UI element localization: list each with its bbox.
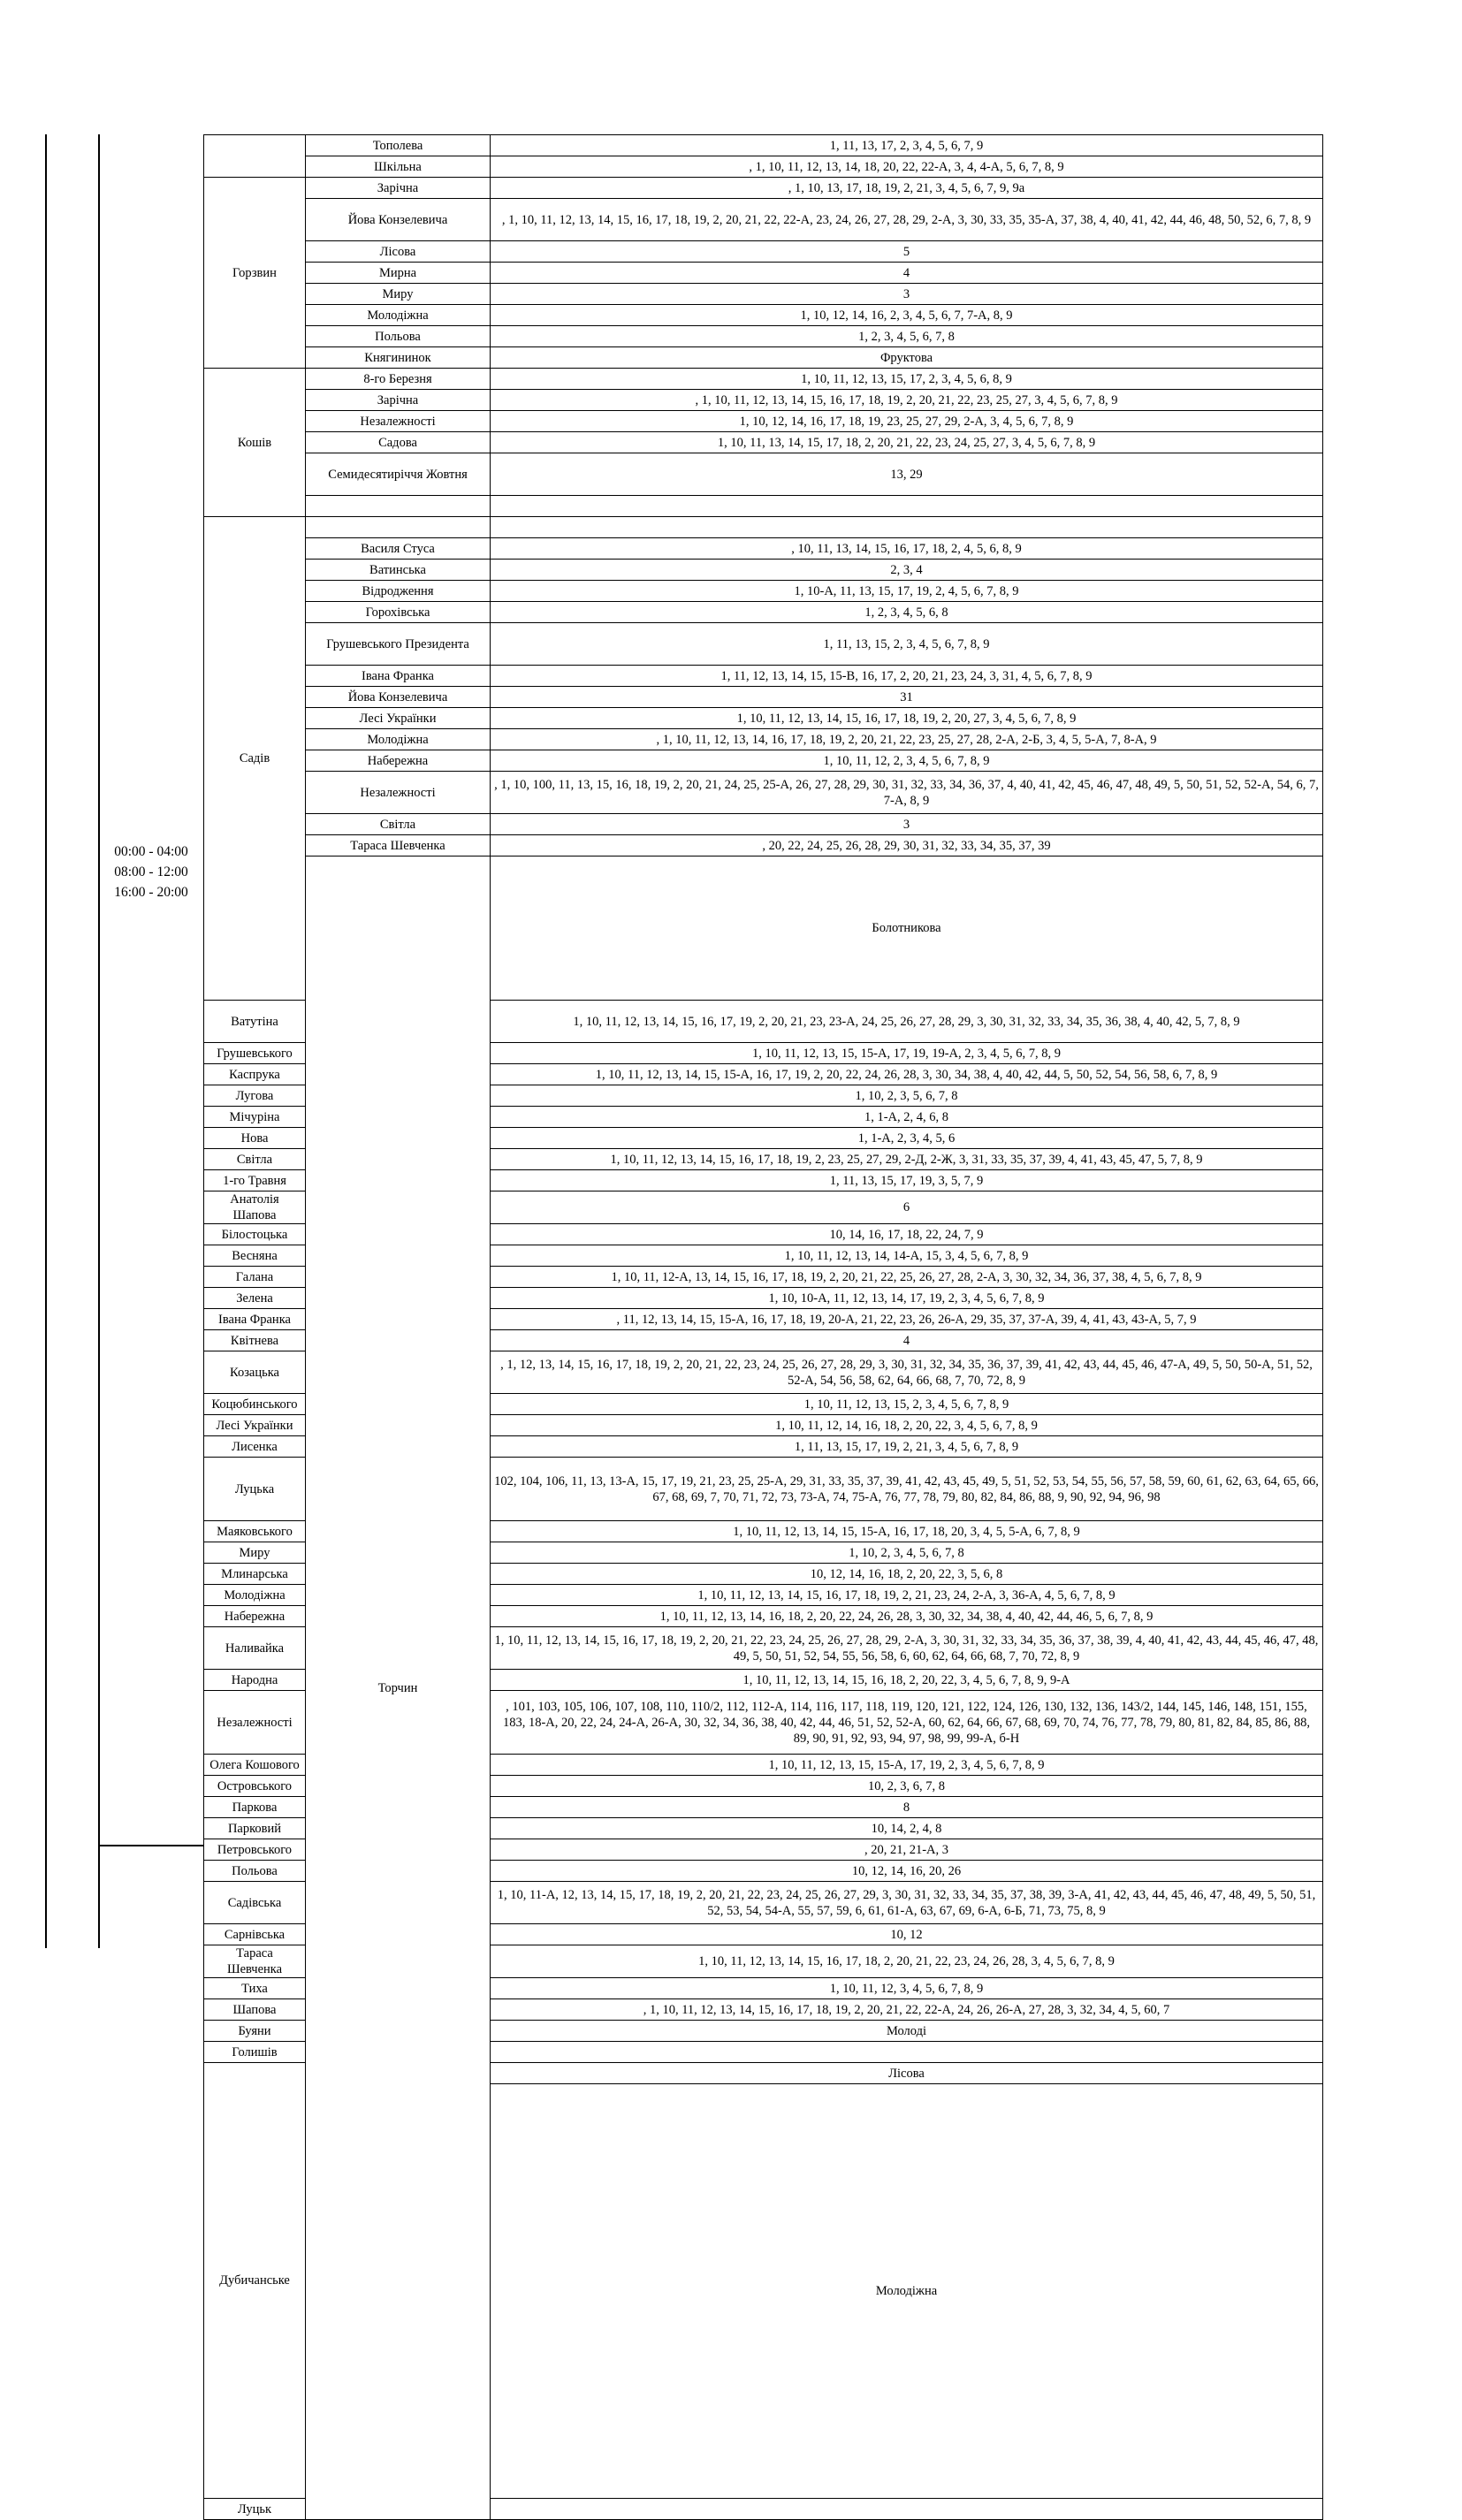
street-cell: Горохівська xyxy=(306,602,491,623)
table-row xyxy=(204,305,1323,326)
houses-cell: 1, 11, 13, 15, 2, 3, 4, 5, 6, 7, 8, 9 xyxy=(491,623,1323,666)
table-row xyxy=(204,347,1323,369)
houses-cell: , 20, 21, 21-А, 3 xyxy=(491,1839,1323,1861)
street-cell: Островського xyxy=(204,1776,306,1797)
houses-cell: 102, 104, 106, 11, 13, 13-А, 15, 17, 19, 21, 23, 25, 25-А, 29, 31, 33, 35, 37, 39, 41, 42, 43, 45, 49, 5, 51, 52, 53, 54, 55, 56, 57, 58, 59, 60, 61, 62, 63, 64, 65, 66, 67, 68, 69, 7, 70, 71, 72, 73, 73-А, 74, 75-А, 76, 77, 78, 79, 80, 82, 84, 86, 88, 9, 90, 92, 94, 96, 98 xyxy=(491,1458,1323,1521)
houses-cell: 2, 3, 4 xyxy=(491,560,1323,581)
table-row xyxy=(204,581,1323,602)
street-cell: Грушевського xyxy=(204,1043,306,1064)
street-cell: Семидесятиріччя Жовтня xyxy=(306,453,491,496)
houses-cell: 1, 10, 11, 12, 2, 3, 4, 5, 6, 7, 8, 9 xyxy=(491,750,1323,772)
street-cell: Парковий xyxy=(204,1818,306,1839)
street-cell xyxy=(306,517,491,538)
street-cell: Болотникова xyxy=(491,856,1323,1001)
village-cell: Садів xyxy=(204,517,306,1001)
street-cell: Василя Стуса xyxy=(306,538,491,560)
houses-cell: 1, 11, 13, 17, 2, 3, 4, 5, 6, 7, 9 xyxy=(491,135,1323,156)
street-cell: 1-го Травня xyxy=(204,1170,306,1191)
street-cell: Мирна xyxy=(306,263,491,284)
table-row xyxy=(204,156,1323,178)
table-row xyxy=(204,750,1323,772)
houses-cell: 1, 2, 3, 4, 5, 6, 7, 8 xyxy=(491,326,1323,347)
street-cell: Лугова xyxy=(204,1085,306,1107)
houses-cell: 1, 10, 11, 12, 13, 15, 2, 3, 4, 5, 6, 7, 8, 9 xyxy=(491,1394,1323,1415)
street-cell: Наливайка xyxy=(204,1627,306,1670)
houses-cell: 1, 10, 12, 14, 16, 2, 3, 4, 5, 6, 7, 7-А, 8, 9 xyxy=(491,305,1323,326)
street-cell: Маяковського xyxy=(204,1521,306,1542)
street-cell: Світла xyxy=(204,1149,306,1170)
houses-cell: 1, 10, 11, 12, 13, 14, 15, 16, 17, 19, 2, 20, 21, 23, 23-А, 24, 25, 26, 27, 28, 29, 3, 30, 31, 32, 33, 34, 35, 36, 38, 4, 40, 42, 5, 7, 8, 9 xyxy=(491,1001,1323,1043)
village-cell xyxy=(204,135,306,178)
houses-cell: , 11, 12, 13, 14, 15, 15-А, 16, 17, 18, 19, 20-А, 21, 22, 23, 26, 26-А, 29, 35, 37, 37-А, 39, 4, 41, 43, 43-А, 5, 7, 9 xyxy=(491,1309,1323,1330)
street-cell: Козацька xyxy=(204,1351,306,1394)
houses-cell: 10, 14, 16, 17, 18, 22, 24, 7, 9 xyxy=(491,1224,1323,1245)
houses-cell: 31 xyxy=(491,687,1323,708)
street-cell: Молодіжна xyxy=(491,2084,1323,2499)
table-row xyxy=(204,623,1323,666)
street-cell: Ватинська xyxy=(306,560,491,581)
street-cell: Петровського xyxy=(204,1839,306,1861)
table-row xyxy=(204,284,1323,305)
houses-cell: 1, 10, 11, 12, 13, 15, 17, 2, 3, 4, 5, 6, 8, 9 xyxy=(491,369,1323,390)
street-cell: Тополева xyxy=(306,135,491,156)
time-slot: 16:00 - 20:00 xyxy=(114,885,188,900)
street-cell: Коцюбинського xyxy=(204,1394,306,1415)
table-row xyxy=(204,390,1323,411)
table-row xyxy=(204,835,1323,856)
houses-cell: , 1, 10, 13, 17, 18, 19, 2, 21, 3, 4, 5, 6, 7, 9, 9а xyxy=(491,178,1323,199)
street-cell: Галана xyxy=(204,1267,306,1288)
street-cell: Молодіжна xyxy=(306,305,491,326)
street-cell: Незалежності xyxy=(204,1691,306,1755)
houses-cell: 1, 10-А, 11, 13, 15, 17, 19, 2, 4, 5, 6, 7, 8, 9 xyxy=(491,581,1323,602)
houses-cell: 1, 10, 11, 12, 13, 14, 15, 15-А, 16, 17, 18, 20, 3, 4, 5, 5-А, 6, 7, 8, 9 xyxy=(491,1521,1323,1542)
houses-cell: 1, 10, 11, 12, 13, 15, 15-А, 17, 19, 19-А, 2, 3, 4, 5, 6, 7, 8, 9 xyxy=(491,1043,1323,1064)
houses-cell: 1, 10, 11, 12, 13, 14, 15, 16, 17, 18, 19, 2, 21, 23, 24, 2-А, 3, 36-А, 4, 5, 6, 7, 8, 9 xyxy=(491,1585,1323,1606)
time-slots xyxy=(99,841,203,902)
houses-cell: 1, 10, 11, 12, 13, 14, 15, 16, 17, 18, 19, 2, 20, 21, 22, 23, 24, 25, 26, 27, 28, 29, 2-А, 3, 30, 31, 32, 33, 34, 35, 36, 37, 38, 39, 4, 40, 41, 42, 43, 44, 45, 46, 47, 48, 49, 5, 50, 51, 52, 54, 55, 56, 58, 6, 60, 62, 64, 66, 68, 7, 70, 72, 8, 9 xyxy=(491,1627,1323,1670)
houses-cell xyxy=(491,496,1323,517)
street-cell xyxy=(491,2042,1323,2063)
time-slot: 00:00 - 04:00 xyxy=(114,844,188,859)
street-cell: Йова Конзелевича xyxy=(306,199,491,241)
street-cell: Каспрука xyxy=(204,1064,306,1085)
table-row xyxy=(204,432,1323,453)
street-cell: Фруктова xyxy=(491,347,1323,369)
table-row xyxy=(204,199,1323,241)
street-cell: Луцька xyxy=(204,1458,306,1521)
houses-cell: 1, 10, 11, 12, 13, 14, 14-А, 15, 3, 4, 5, 6, 7, 8, 9 xyxy=(491,1245,1323,1267)
houses-cell: 13, 29 xyxy=(491,453,1323,496)
houses-cell: 4 xyxy=(491,1330,1323,1351)
street-cell: Світла xyxy=(306,814,491,835)
table-row xyxy=(204,263,1323,284)
houses-cell: 1, 11, 13, 15, 17, 19, 2, 21, 3, 4, 5, 6, 7, 8, 9 xyxy=(491,1436,1323,1458)
houses-cell: 5 xyxy=(491,241,1323,263)
table-row xyxy=(204,814,1323,835)
street-cell: Миру xyxy=(306,284,491,305)
village-cell: Голишів xyxy=(204,2042,306,2063)
table-row xyxy=(204,602,1323,623)
houses-cell: 8 xyxy=(491,1797,1323,1818)
village-cell: Буяни xyxy=(204,2021,306,2042)
houses-cell: 1, 1-А, 2, 4, 6, 8 xyxy=(491,1107,1323,1128)
houses-cell: , 20, 22, 24, 25, 26, 28, 29, 30, 31, 32, 33, 34, 35, 37, 39 xyxy=(491,835,1323,856)
time-group-separator xyxy=(99,1845,203,1846)
houses-cell: 1, 10, 11, 12, 13, 14, 16, 18, 2, 20, 22, 24, 26, 28, 3, 30, 32, 34, 38, 4, 40, 42, 44, 46, 5, 6, 7, 8, 9 xyxy=(491,1606,1323,1627)
left-border-line xyxy=(45,134,47,1948)
street-cell: Набережна xyxy=(306,750,491,772)
street-cell: Садівська xyxy=(204,1882,306,1924)
street-cell: Шкільна xyxy=(306,156,491,178)
table-row xyxy=(204,729,1323,750)
street-cell: Незалежності xyxy=(306,411,491,432)
street-cell: Весняна xyxy=(204,1245,306,1267)
street-cell: Йова Конзелевича xyxy=(306,687,491,708)
table-row xyxy=(204,178,1323,199)
houses-cell: 10, 12 xyxy=(491,1924,1323,1945)
houses-cell: 1, 10, 11, 12, 3, 4, 5, 6, 7, 8, 9 xyxy=(491,1978,1323,1999)
table-row xyxy=(204,411,1323,432)
houses-cell: 10, 12, 14, 16, 18, 2, 20, 22, 3, 5, 6, 8 xyxy=(491,1564,1323,1585)
schedule-body xyxy=(204,135,1323,2520)
table-row xyxy=(204,496,1323,517)
houses-cell: 1, 1-А, 2, 3, 4, 5, 6 xyxy=(491,1128,1323,1149)
table-row xyxy=(204,666,1323,687)
street-cell: Миру xyxy=(204,1542,306,1564)
table-row xyxy=(204,241,1323,263)
table-row xyxy=(204,538,1323,560)
street-cell: Народна xyxy=(204,1670,306,1691)
houses-cell: , 101, 103, 105, 106, 107, 108, 110, 110/2, 112, 112-А, 114, 116, 117, 118, 119, 120, 121, 122, 124, 126, 130, 132, 136, 143/2, 144, 145, 146, 148, 151, 155, 183, 18-А, 20, 22, 24, 24-А, 26-А, 30, 32, 34, 36, 38, 40, 42, 44, 46, 51, 52, 52-А, 60, 62, 64, 66, 67, 68, 69, 70, 74, 76, 77, 78, 79, 80, 81, 82, 84, 85, 86, 88, 89, 90, 91, 92, 93, 94, 97, 98, 99, 99-А, б-Н xyxy=(491,1691,1323,1755)
street-cell: Молодіжна xyxy=(306,729,491,750)
houses-cell: 1, 11, 12, 13, 14, 15, 15-В, 16, 17, 2, 20, 21, 23, 24, 3, 31, 4, 5, 6, 7, 8, 9 xyxy=(491,666,1323,687)
houses-cell: 4 xyxy=(491,263,1323,284)
table-row xyxy=(204,772,1323,814)
village-cell: Дубичанське xyxy=(204,2063,306,2499)
street-cell: Ватутіна xyxy=(204,1001,306,1043)
houses-cell: , 10, 11, 13, 14, 15, 16, 17, 18, 2, 4, 5, 6, 8, 9 xyxy=(491,538,1323,560)
table-row xyxy=(204,453,1323,496)
houses-cell: 1, 11, 13, 15, 17, 19, 3, 5, 7, 9 xyxy=(491,1170,1323,1191)
street-cell: Садова xyxy=(306,432,491,453)
table-row xyxy=(204,135,1323,156)
village-cell: Княгининок xyxy=(306,347,491,369)
houses-cell: 1, 10, 12, 14, 16, 17, 18, 19, 23, 25, 27, 29, 2-А, 3, 4, 5, 6, 7, 8, 9 xyxy=(491,411,1323,432)
street-cell: 8-го Березня xyxy=(306,369,491,390)
houses-cell: 1, 10, 11, 12, 13, 15, 15-А, 17, 19, 2, 3, 4, 5, 6, 7, 8, 9 xyxy=(491,1755,1323,1776)
street-cell: Молодіжна xyxy=(204,1585,306,1606)
table-row xyxy=(204,687,1323,708)
houses-cell: 1, 10, 11, 12, 13, 14, 15, 16, 17, 18, 19, 2, 20, 27, 3, 4, 5, 6, 7, 8, 9 xyxy=(491,708,1323,729)
houses-cell: 1, 10, 2, 3, 5, 6, 7, 8 xyxy=(491,1085,1323,1107)
houses-cell xyxy=(491,517,1323,538)
houses-cell: 1, 10, 11, 12, 13, 14, 15, 15-А, 16, 17, 19, 2, 20, 22, 24, 26, 28, 3, 30, 34, 38, 4, 40, 42, 44, 5, 50, 52, 54, 56, 58, 6, 7, 8, 9 xyxy=(491,1064,1323,1085)
street-cell xyxy=(491,2499,1323,2520)
houses-cell: 1, 10, 2, 3, 4, 5, 6, 7, 8 xyxy=(491,1542,1323,1564)
street-cell: Білостоцька xyxy=(204,1224,306,1245)
table-row xyxy=(204,856,1323,1001)
street-cell: Польова xyxy=(306,326,491,347)
houses-cell: 10, 12, 14, 16, 20, 26 xyxy=(491,1861,1323,1882)
houses-cell: , 1, 12, 13, 14, 15, 16, 17, 18, 19, 2, 20, 21, 22, 23, 24, 25, 26, 27, 28, 29, 3, 30, 31, 32, 34, 35, 36, 37, 39, 41, 42, 43, 44, 45, 46, 47-А, 49, 5, 50, 50-А, 51, 52, 52-А, 54, 56, 58, 62, 64, 66, 68, 7, 70, 72, 8, 9 xyxy=(491,1351,1323,1394)
street-cell: Грушевського Президента xyxy=(306,623,491,666)
houses-cell: 1, 10, 11, 12, 13, 14, 15, 16, 18, 2, 20, 22, 3, 4, 5, 6, 7, 8, 9, 9-А xyxy=(491,1670,1323,1691)
street-cell: Молоді xyxy=(491,2021,1323,2042)
street-cell xyxy=(306,496,491,517)
time-column-left-line xyxy=(98,134,100,1948)
houses-cell: 6 xyxy=(491,1191,1323,1224)
village-cell: Луцьк xyxy=(204,2499,306,2520)
outage-schedule-table xyxy=(203,134,1323,2520)
street-cell: Зарічна xyxy=(306,390,491,411)
houses-cell: 1, 10, 11-А, 12, 13, 14, 15, 17, 18, 19, 2, 20, 21, 22, 23, 24, 25, 26, 27, 29, 3, 30, 31, 32, 33, 34, 35, 37, 38, 39, 3-А, 41, 42, 43, 44, 45, 46, 47, 48, 49, 5, 50, 51, 52, 53, 54, 54-А, 55, 57, 59, 6, 61, 61-А, 63, 67, 69, 6-А, 6-Б, 71, 73, 75, 8, 9 xyxy=(491,1882,1323,1924)
village-cell: Торчин xyxy=(306,856,491,2520)
street-cell: Незалежності xyxy=(306,772,491,814)
houses-cell: , 1, 10, 100, 11, 13, 15, 16, 18, 19, 2, 20, 21, 24, 25, 25-А, 26, 27, 28, 29, 30, 31, 32, 33, 34, 36, 37, 4, 40, 41, 42, 45, 46, 47, 48, 49, 5, 50, 51, 52, 52-А, 54, 6, 7, 7-А, 8, 9 xyxy=(491,772,1323,814)
houses-cell: 1, 10, 11, 12, 13, 14, 15, 16, 17, 18, 2, 20, 21, 22, 23, 24, 26, 28, 3, 4, 5, 6, 7, 8, 9 xyxy=(491,1945,1323,1978)
table-row xyxy=(204,708,1323,729)
street-cell: Паркова xyxy=(204,1797,306,1818)
houses-cell: 1, 10, 11, 12, 14, 16, 18, 2, 20, 22, 3, 4, 5, 6, 7, 8, 9 xyxy=(491,1415,1323,1436)
street-cell: Мічуріна xyxy=(204,1107,306,1128)
street-cell: Набережна xyxy=(204,1606,306,1627)
street-cell: Нова xyxy=(204,1128,306,1149)
houses-cell: 1, 10, 11, 13, 14, 15, 17, 18, 2, 20, 21, 22, 23, 24, 25, 27, 3, 4, 5, 6, 7, 8, 9 xyxy=(491,432,1323,453)
table-row xyxy=(204,369,1323,390)
table-row xyxy=(204,326,1323,347)
street-cell: Відродження xyxy=(306,581,491,602)
street-cell: Лесі Українки xyxy=(204,1415,306,1436)
street-cell: Млинарська xyxy=(204,1564,306,1585)
street-cell: Зелена xyxy=(204,1288,306,1309)
houses-cell: 1, 10, 11, 12-А, 13, 14, 15, 16, 17, 18, 19, 2, 20, 21, 22, 25, 26, 27, 28, 2-А, 3, 30, 32, 34, 36, 37, 38, 4, 5, 6, 7, 8, 9 xyxy=(491,1267,1323,1288)
village-cell: Горзвин xyxy=(204,178,306,369)
street-cell: Квітнева xyxy=(204,1330,306,1351)
street-cell: Польова xyxy=(204,1861,306,1882)
houses-cell: 1, 2, 3, 4, 5, 6, 8 xyxy=(491,602,1323,623)
street-cell: Сарнівська xyxy=(204,1924,306,1945)
houses-cell: 3 xyxy=(491,284,1323,305)
street-cell: Зарічна xyxy=(306,178,491,199)
houses-cell: , 1, 10, 11, 12, 13, 14, 15, 16, 17, 18, 19, 2, 20, 21, 22, 23, 25, 27, 3, 4, 5, 6, 7, 8, 9 xyxy=(491,390,1323,411)
houses-cell: , 1, 10, 11, 12, 13, 14, 18, 20, 22, 22-А, 3, 4, 4-А, 5, 6, 7, 8, 9 xyxy=(491,156,1323,178)
street-cell: Лісова xyxy=(306,241,491,263)
houses-cell: 10, 14, 2, 4, 8 xyxy=(491,1818,1323,1839)
houses-cell: 1, 10, 11, 12, 13, 14, 15, 16, 17, 18, 19, 2, 23, 25, 27, 29, 2-Д, 2-Ж, 3, 31, 33, 35, 37, 39, 4, 41, 43, 45, 47, 5, 7, 8, 9 xyxy=(491,1149,1323,1170)
street-cell: Лисенка xyxy=(204,1436,306,1458)
street-cell: Анатолія Шапова xyxy=(204,1191,306,1224)
houses-cell: , 1, 10, 11, 12, 13, 14, 15, 16, 17, 18, 19, 2, 20, 21, 22, 22-А, 24, 26, 26-А, 27, 28, 3, 32, 34, 4, 5, 60, 7 xyxy=(491,1999,1323,2021)
street-cell: Лесі Українки xyxy=(306,708,491,729)
street-cell: Тараса Шевченка xyxy=(306,835,491,856)
street-cell: Тиха xyxy=(204,1978,306,1999)
street-cell: Тараса Шевченка xyxy=(204,1945,306,1978)
village-cell: Кошів xyxy=(204,369,306,517)
houses-cell: , 1, 10, 11, 12, 13, 14, 15, 16, 17, 18, 19, 2, 20, 21, 22, 22-А, 23, 24, 26, 27, 28, 29, 2-А, 3, 30, 33, 35, 35-А, 37, 38, 4, 40, 41, 42, 44, 46, 48, 50, 52, 6, 7, 8, 9 xyxy=(491,199,1323,241)
table-row xyxy=(204,517,1323,538)
street-cell: Олега Кошового xyxy=(204,1755,306,1776)
houses-cell: 3 xyxy=(491,814,1323,835)
houses-cell: 10, 2, 3, 6, 7, 8 xyxy=(491,1776,1323,1797)
street-cell: Івана Франка xyxy=(306,666,491,687)
houses-cell: 1, 10, 10-А, 11, 12, 13, 14, 17, 19, 2, 3, 4, 5, 6, 7, 8, 9 xyxy=(491,1288,1323,1309)
street-cell: Лісова xyxy=(491,2063,1323,2084)
houses-cell: , 1, 10, 11, 12, 13, 14, 16, 17, 18, 19, 2, 20, 21, 22, 23, 25, 27, 28, 2-А, 2-Б, 3, 4, 5, 5-А, 7, 8-А, 9 xyxy=(491,729,1323,750)
street-cell: Івана Франка xyxy=(204,1309,306,1330)
street-cell: Шапова xyxy=(204,1999,306,2021)
table-row xyxy=(204,560,1323,581)
time-slot: 08:00 - 12:00 xyxy=(114,864,188,879)
